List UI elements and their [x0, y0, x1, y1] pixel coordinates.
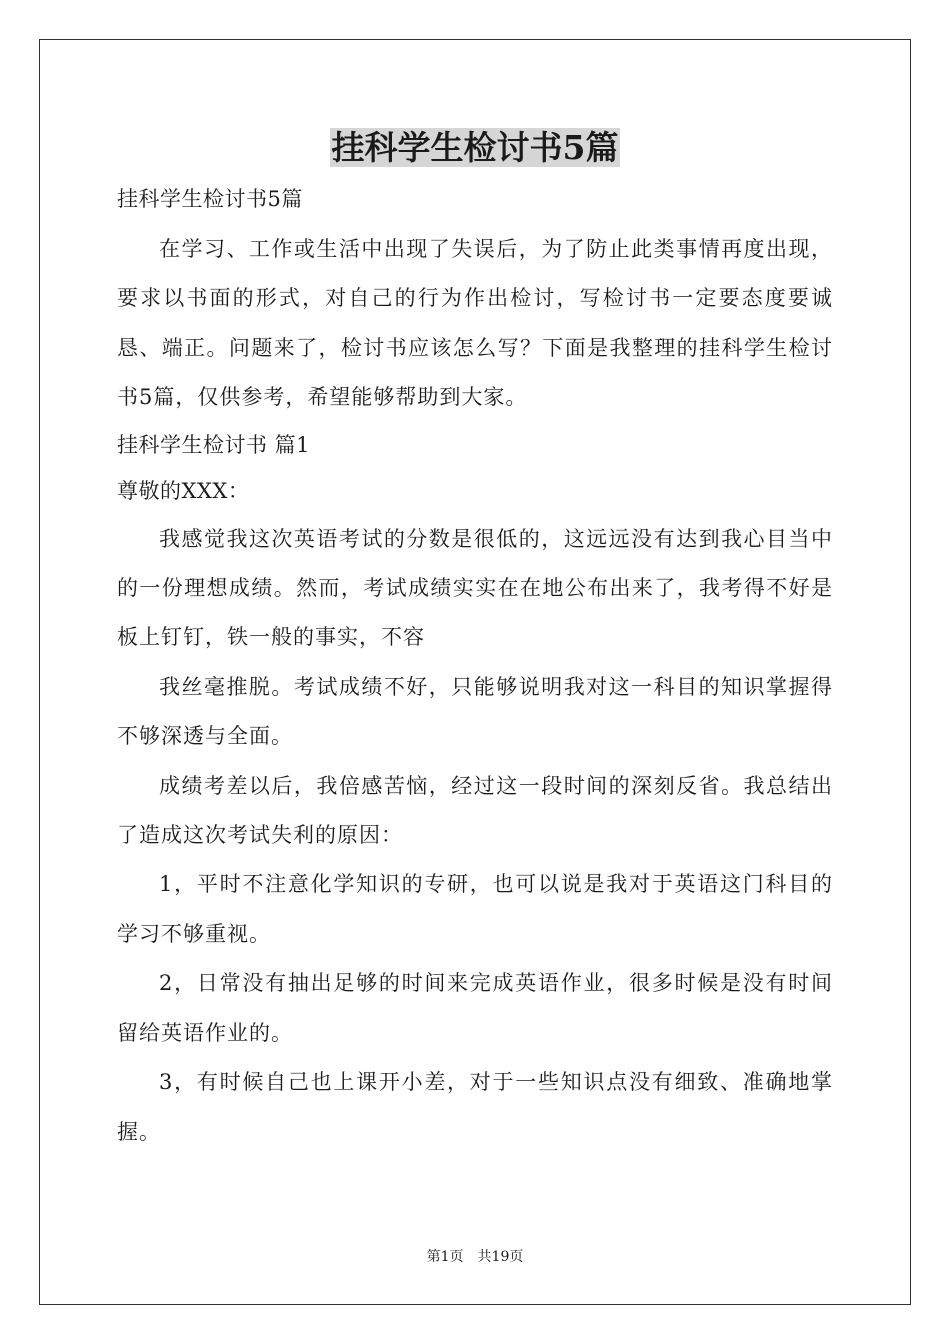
page-total: 共19页: [477, 1249, 524, 1265]
section-heading: 挂科学生检讨书 篇1: [117, 432, 311, 457]
body-paragraph-1: 我感觉我这次英语考试的分数是很低的，这远远没有达到我心目当中的一份理想成绩。然而，考试成绩实实在在地公布出来了，我考得不好是板上钉钉，铁一般的事实，不容: [117, 526, 833, 650]
page-footer: [0, 1248, 950, 1266]
intro-paragraph: 在学习、工作或生活中出现了失误后，为了防止此类事情再度出现，要求以书面的形式，对自己的行为作出检讨，写检讨书一定要态度要诚恳、端正。问题来了，检讨书应该怎么写？下面是我整理的挂科学生检讨书5篇，仅供参考，希望能够帮助到大家。: [117, 237, 833, 410]
document-subtitle: 挂科学生检讨书5篇: [117, 187, 303, 211]
body-paragraph-6: 3，有时候自己也上课开小差，对于一些知识点没有细致、准确地掌握。: [117, 1070, 833, 1144]
document-title: [0, 122, 950, 174]
body-paragraph-5: 2，日常没有抽出足够的时间来完成英语作业，很多时候是没有时间留给英语作业的。: [117, 971, 833, 1045]
document-title-text: 挂科学生检讨书5篇: [331, 128, 619, 167]
body-paragraph-2: 我丝毫推脱。考试成绩不好，只能够说明我对这一科目的知识掌握得不够深透与全面。: [117, 674, 833, 749]
page-number: 第1页: [426, 1249, 464, 1265]
document-body: [117, 181, 833, 1157]
body-paragraph-4: 1，平时不注意化学知识的专研，也可以说是我对于英语这门科目的学习不够重视。: [117, 872, 833, 946]
letter-greeting: 尊敬的XXX：: [117, 478, 250, 503]
body-paragraph-3: 成绩考差以后，我倍感苦恼，经过这一段时间的深刻反省。我总结出了造成这次考试失利的原因：: [117, 773, 833, 848]
